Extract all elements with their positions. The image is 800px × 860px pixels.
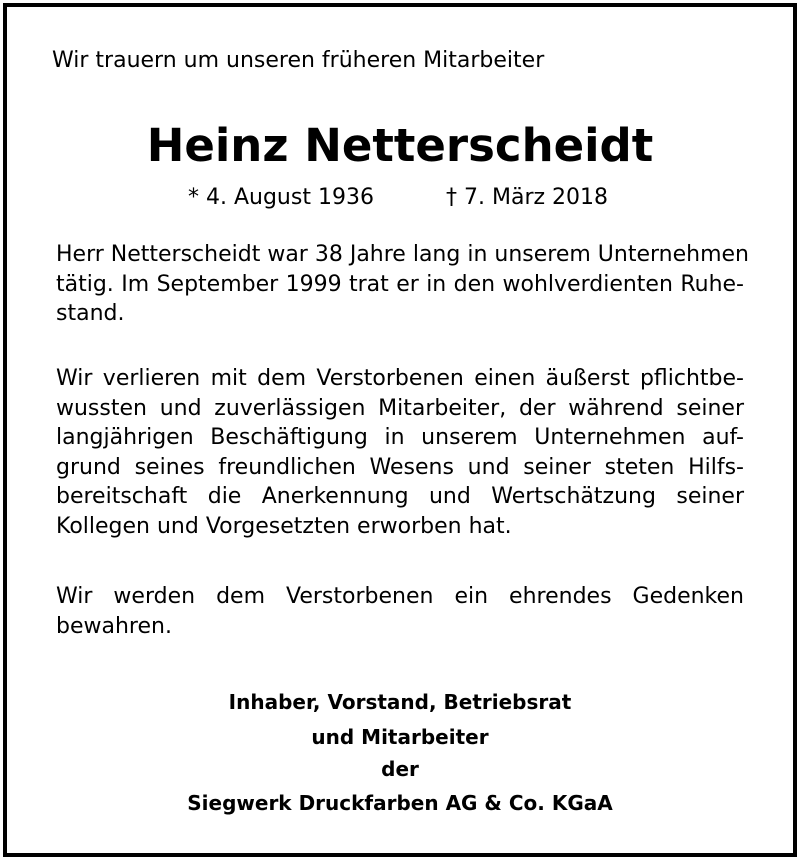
signoff-line-3: der bbox=[381, 757, 419, 781]
paragraph-line: wussten und zuverlässigen Mitarbeiter, der während seiner bbox=[56, 395, 744, 421]
company-name: Siegwerk Druckfarben AG & Co. KGaA bbox=[187, 791, 613, 815]
paragraph-line: tätig. Im September 1999 trat er in den wohlverdienten Ruhe- bbox=[56, 271, 744, 297]
paragraph-line: bereitschaft die Anerkennung und Wertschätzung seiner bbox=[56, 484, 744, 509]
paragraph-line: Wir verlieren mit dem Verstorbenen einen äußerst pflichtbe- bbox=[56, 366, 744, 391]
paragraph-line: Herr Netterscheidt war 38 Jahre lang in unserem Unternehmen bbox=[56, 242, 749, 267]
paragraph-line: Wir werden dem Verstorbenen ein ehrendes Gedenken bbox=[56, 584, 744, 609]
paragraph-line: Kollegen und Vorgesetzten erworben hat. bbox=[56, 513, 512, 539]
signoff-line-2: und Mitarbeiter bbox=[311, 725, 489, 749]
paragraph-tribute bbox=[56, 364, 744, 541]
birth-date: * 4. August 1936 bbox=[188, 185, 374, 210]
paragraph-remembrance bbox=[56, 582, 744, 641]
death-date: † 7. März 2018 bbox=[446, 185, 609, 210]
paragraph-career bbox=[56, 240, 749, 329]
deceased-name: Heinz Netterscheidt bbox=[146, 119, 654, 172]
paragraph-line: stand. bbox=[56, 301, 125, 326]
intro-text: Wir trauern um unseren früheren Mitarbeiter bbox=[52, 48, 545, 73]
paragraph-line: grund seines freundlichen Wesens und seiner steten Hilfs- bbox=[56, 454, 744, 480]
signoff-line-1: Inhaber, Vorstand, Betriebsrat bbox=[228, 690, 572, 714]
paragraph-line: bewahren. bbox=[56, 613, 172, 639]
paragraph-line: langjährigen Beschäftigung in unserem Unternehmen auf- bbox=[56, 425, 744, 450]
